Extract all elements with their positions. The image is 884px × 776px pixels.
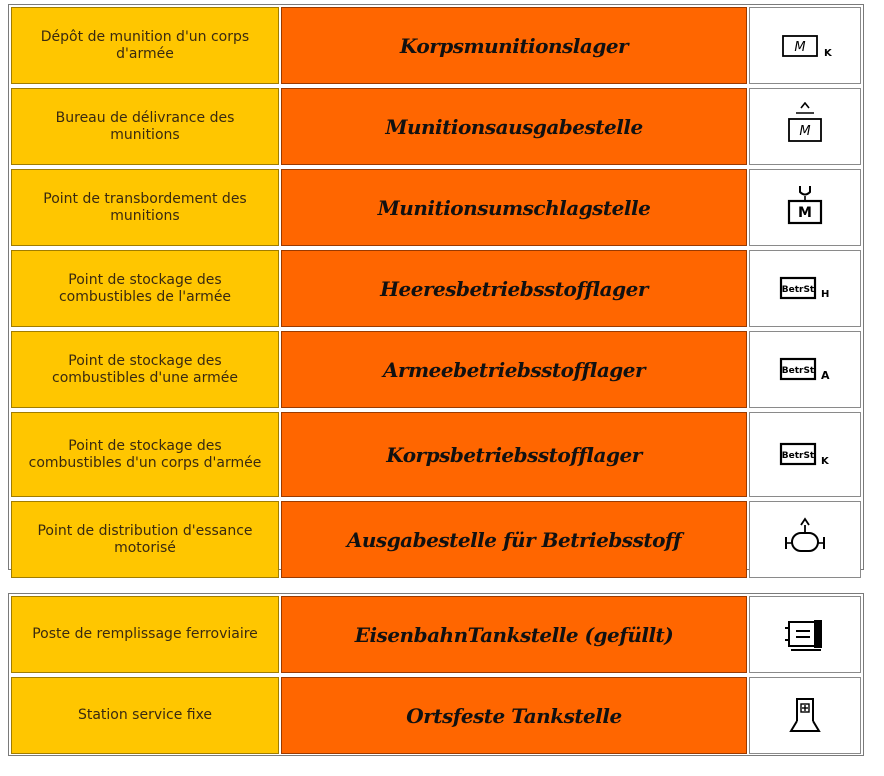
table-row: [11, 412, 861, 497]
french-label: Station service fixe: [11, 677, 279, 754]
munition-issue-icon: [749, 88, 861, 165]
german-label: Korpsmunitionslager: [281, 7, 747, 84]
fuel-pump-icon: [749, 677, 861, 754]
french-label: Poste de remplissage ferroviaire: [11, 596, 279, 673]
french-label: Point de stockage des combustibles d'un corps d'armée: [11, 412, 279, 497]
french-label: Point de stockage des combustibles d'une armée: [11, 331, 279, 408]
rail-tanker-icon: [749, 596, 861, 673]
svg-text:BetrSt: BetrSt: [781, 284, 815, 295]
svg-text:BetrSt: BetrSt: [781, 365, 815, 376]
table-row: [11, 88, 861, 165]
svg-text:BetrSt: BetrSt: [781, 450, 815, 461]
french-label: Dépôt de munition d'un corps d'armée: [11, 7, 279, 84]
symbols-table-secondary: [8, 593, 864, 756]
svg-text:A: A: [821, 368, 830, 382]
german-label: Munitionsausgabestelle: [281, 88, 747, 165]
svg-text:K: K: [824, 47, 832, 59]
fuel-depot-a-icon: [749, 331, 861, 408]
fuel-vehicle-icon: [749, 501, 861, 578]
french-label: Point de stockage des combustibles de l'armée: [11, 250, 279, 327]
german-label: Ausgabestelle für Betriebsstoff: [281, 501, 747, 578]
table-row: [11, 596, 861, 673]
fuel-depot-h-icon: [749, 250, 861, 327]
svg-text:H: H: [821, 288, 830, 300]
table-row: [11, 501, 861, 578]
munition-k-icon: [749, 7, 861, 84]
german-label: Heeresbetriebsstofflager: [281, 250, 747, 327]
svg-text:M: M: [794, 39, 806, 55]
german-label: Ortsfeste Tankstelle: [281, 677, 747, 754]
german-label: EisenbahnTankstelle (gefüllt): [281, 596, 747, 673]
svg-text:K: K: [821, 455, 829, 467]
munition-transfer-icon: [749, 169, 861, 246]
table-row: [11, 250, 861, 327]
table-row: [11, 331, 861, 408]
german-label: Munitionsumschlagstelle: [281, 169, 747, 246]
french-label: Bureau de délivrance des munitions: [11, 88, 279, 165]
table-row: [11, 677, 861, 754]
french-label: Point de transbordement des munitions: [11, 169, 279, 246]
symbols-table-main: [8, 4, 864, 570]
svg-text:M: M: [798, 204, 812, 221]
german-label: Korpsbetriebsstofflager: [281, 412, 747, 497]
table-row: [11, 169, 861, 246]
table-row: [11, 7, 861, 84]
french-label: Point de distribution d'essance motorisé: [11, 501, 279, 578]
fuel-depot-k-icon: [749, 412, 861, 497]
german-label: Armeebetriebsstofflager: [281, 331, 747, 408]
svg-text:M: M: [799, 123, 811, 139]
